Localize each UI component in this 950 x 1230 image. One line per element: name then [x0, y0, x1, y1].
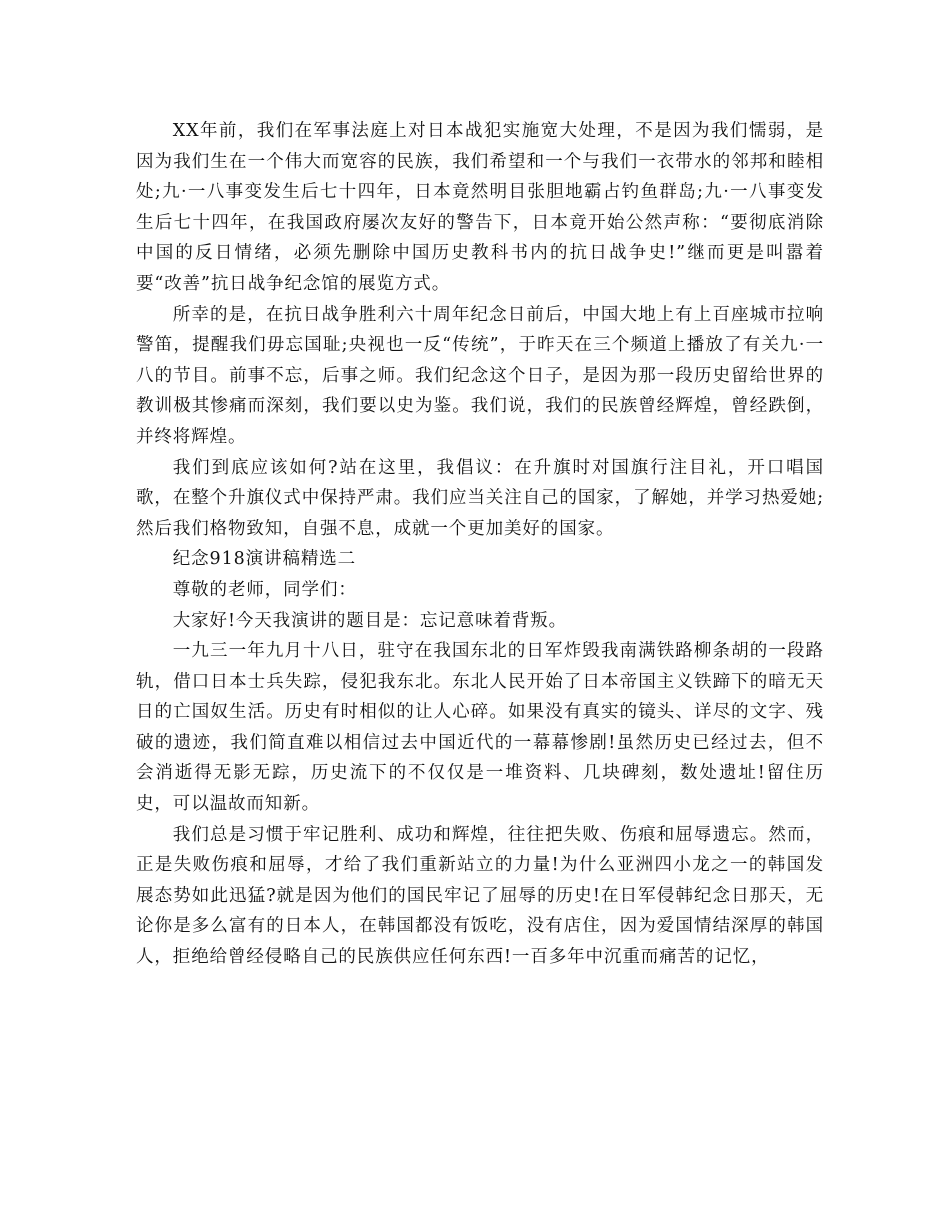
paragraph-2: 所幸的是，在抗日战争胜利六十周年纪念日前后，中国大地上有上百座城市拉响警笛，提醒我们毋忘国耻;央视也一反“传统”，于昨天在三个频道上播放了有关九·一八的节目。前事不忘，后事之师。我们纪念这个日子，是因为那一段历史留给世界的教训极其惨痛而深刻，我们要以史为鉴。我们说，我们的民族曾经辉煌，曾经跌倒，并终将辉煌。: [136, 304, 824, 447]
paragraph-3: 我们到底应该如何?站在这里，我倡议：在升旗时对国旗行注目礼，开口唱国歌，在整个升旗仪式中保持严肃。我们应当关注自己的国家，了解她，并学习热爱她;然后我们格物致知，自强不息，成就一个更加美好的国家。: [136, 457, 824, 539]
paragraph-5: 我们总是习惯于牢记胜利、成功和辉煌，往往把失败、伤痕和屈辱遗忘。然而，正是失败伤痕和屈辱，才给了我们重新站立的力量!为什么亚洲四小龙之一的韩国发展态势如此迅猛?就是因为他们的国民牢记了屈辱的历史!在日军侵韩纪念日那天，无论你是多么富有的日本人，在韩国都没有饭吃，没有店住，因为爱国情结深厚的韩国人，拒绝给曾经侵略自己的民族供应任何东西!一百多年中沉重而痛苦的记忆，: [136, 824, 824, 968]
speech-title-line: 大家好!今天我演讲的题目是：忘记意味着背叛。: [172, 610, 568, 631]
section-heading: 纪念918演讲稿精选二: [172, 549, 357, 570]
document-body: [136, 116, 824, 973]
paragraph-1: XX年前，我们在军事法庭上对日本战犯实施宽大处理，不是因为我们懦弱，是因为我们生在一个伟大而宽容的民族，我们希望和一个与我们一衣带水的邻邦和睦相处;九·一八事变发生后七十四年，日本竟然明目张胆地霸占钓鱼群岛;九·一八事变发生后七十四年，在我国政府屡次友好的警告下，日本竟开始公然声称：“要彻底消除中国的反日情绪，必须先删除中国历史教科书内的抗日战争史!”继而更是叫嚣着要“改善”抗日战争纪念馆的展览方式。: [136, 121, 824, 294]
salutation: 尊敬的老师，同学们：: [172, 579, 357, 600]
paragraph-4: 一九三一年九月十八日，驻守在我国东北的日军炸毁我南满铁路柳条胡的一段路轨，借口日本士兵失踪，侵犯我东北。东北人民开始了日本帝国主义铁蹄下的暗无天日的亡国奴生活。历史有时相似的让人心碎。如果没有真实的镜头、详尽的文字、残破的遗迹，我们简直难以相信过去中国近代的一幕幕惨剧!虽然历史已经过去，但不会消逝得无影无踪，历史流下的不仅仅是一堆资料、几块碑刻，数处遗址!留住历史，可以温故而知新。: [136, 641, 824, 815]
